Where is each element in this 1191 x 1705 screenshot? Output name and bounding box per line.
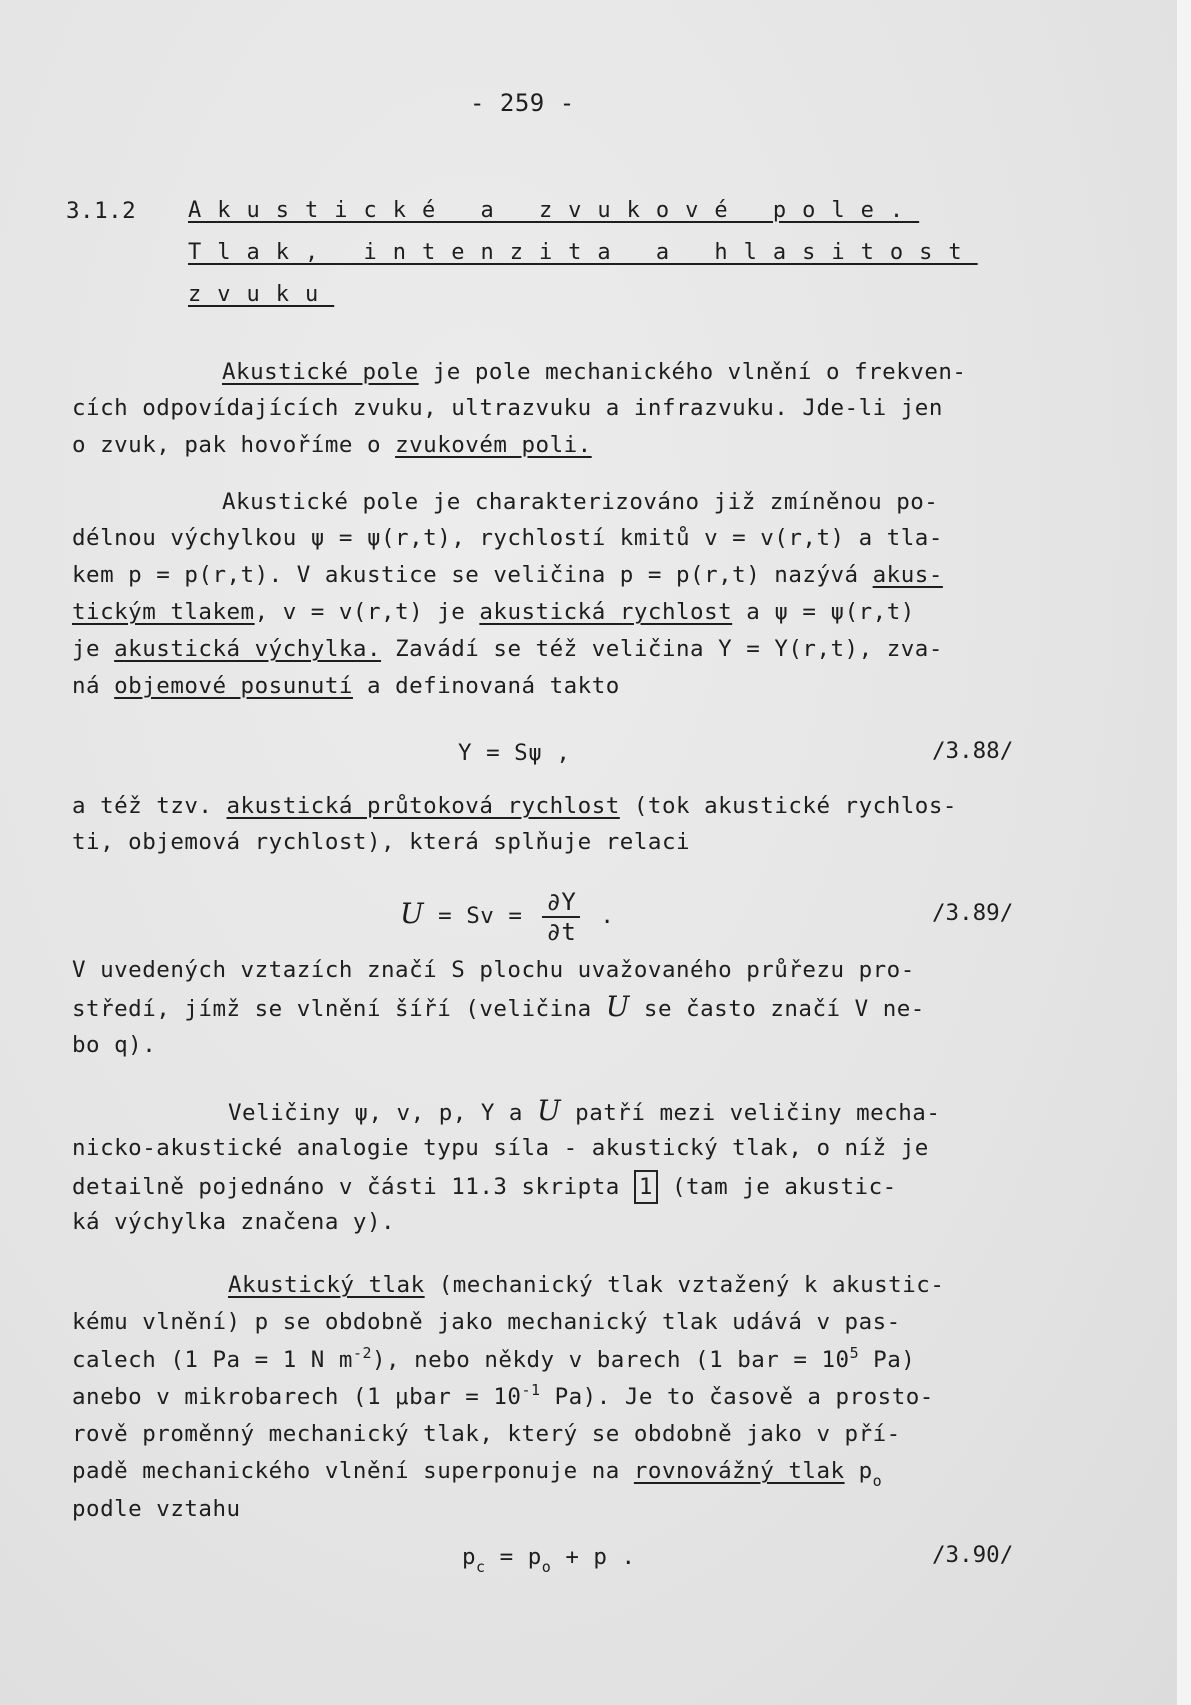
equation-3-90: $p_c = p_o + p$ . bbox=[462, 1544, 636, 1576]
equation-number: /3.88/ bbox=[932, 738, 1014, 764]
paragraph-line: rově proměnný mechanický tlak, který se obdobně jako v pří- bbox=[72, 1421, 901, 1447]
paragraph-line: a též tzv. akustická průtoková rychlost (tok akustické rychlos- bbox=[72, 793, 957, 819]
term-acoustic-pressure-def: Akustický tlak bbox=[228, 1272, 425, 1298]
paragraph-line: tickým tlakem, v = v(r,t) je akustická rychlost a ψ = ψ(r,t) bbox=[72, 599, 915, 625]
equation-number: /3.90/ bbox=[932, 1542, 1014, 1568]
paragraph-line: ná objemové posunutí a definovaná takto bbox=[72, 673, 620, 699]
term-acoustic-flow-velocity: akustická průtoková rychlost bbox=[226, 793, 620, 819]
symbol-u: U bbox=[537, 1094, 562, 1127]
paragraph-line: V uvedených vztazích značí S plochu uvažovaného průřezu pro- bbox=[72, 957, 915, 983]
paragraph-line: bo q). bbox=[72, 1032, 157, 1058]
paragraph-line: detailně pojednáno v části 11.3 skripta 1 (tam je akustic- bbox=[72, 1170, 897, 1204]
paragraph-line: kem p = p(r,t). V akustice se veličina p = p(r,t) nazývá akus- bbox=[72, 562, 943, 588]
term-equilibrium-pressure: rovnovážný tlak bbox=[633, 1458, 845, 1484]
paragraph-line: ti, objemová rychlost), která splňuje relaci bbox=[72, 829, 691, 855]
paragraph-line: Akustické pole je pole mechanického vlnění o frekven- bbox=[222, 359, 967, 385]
symbol-u: U bbox=[605, 990, 630, 1023]
term-acoustic-pressure-cont: tickým tlakem bbox=[72, 599, 255, 625]
term-acoustic-field: Akustické pole bbox=[222, 359, 419, 385]
equation-3-89: U = Sv = $\frac{\partial Y}{\partial t}$ . bbox=[400, 887, 615, 946]
paragraph-line: kému vlnění) p se obdobně jako mechanický tlak udává v pas- bbox=[72, 1309, 901, 1335]
reference-bracket: 1 bbox=[634, 1170, 658, 1204]
paragraph-line: Akustické pole je charakterizováno již zmíněnou po- bbox=[222, 489, 939, 515]
fraction: $\frac{\partial Y}{\partial t}$ bbox=[542, 888, 580, 946]
symbol-u: U bbox=[400, 897, 425, 930]
paragraph-line: Akustický tlak (mechanický tlak vztažený k akustic- bbox=[228, 1272, 945, 1298]
equation-number: /3.89/ bbox=[932, 900, 1014, 926]
paragraph-line: nicko-akustické analogie typu síla - akustický tlak, o níž je bbox=[72, 1135, 929, 1161]
section-title-line3: zvuku bbox=[188, 282, 335, 307]
term-acoustic-displacement: akustická výchylka. bbox=[114, 636, 382, 662]
term-acoustic-pressure: akus- bbox=[872, 562, 943, 588]
section-number: 3.1.2 bbox=[66, 198, 137, 224]
section-title-line1: Akustické a zvukové pole. bbox=[188, 198, 920, 223]
section-title-line2: Tlak, intenzita a hlasitost bbox=[188, 240, 978, 265]
paragraph-line: o zvuk, pak hovoříme o zvukovém poli. bbox=[72, 432, 592, 458]
term-sound-field: zvukovém poli. bbox=[395, 432, 592, 458]
paragraph-line: Veličiny ψ, v, p, Y a U patří mezi veličiny mecha- bbox=[228, 1094, 941, 1127]
term-acoustic-velocity: akustická rychlost bbox=[479, 599, 733, 625]
paragraph-line: padě mechanického vlnění superponuje na rovnovážný tlak $p_o$ bbox=[72, 1458, 883, 1490]
paragraph-line: cích odpovídajících zvuku, ultrazvuku a infrazvuku. Jde-li jen bbox=[72, 395, 943, 421]
paragraph-line: anebo v mikrobarech (1 $\mu bar = 10^{-1}$ Pa). Je to časově a prosto- bbox=[72, 1381, 934, 1410]
term-volume-displacement: objemové posunutí bbox=[114, 673, 353, 699]
paragraph-line: podle vztahu bbox=[72, 1496, 241, 1522]
paragraph-line: středí, jímž se vlnění šíří (veličina U se často značí V ne- bbox=[72, 990, 925, 1023]
paragraph-line: ká výchylka značena y). bbox=[72, 1209, 396, 1235]
paragraph-line: calech (1 Pa = 1 N $m^{-2}$), nebo někdy v barech (1 bar = $10^5$ Pa) bbox=[72, 1344, 916, 1373]
page-edge bbox=[1177, 0, 1191, 1705]
paragraph-line: je akustická výchylka. Zavádí se též veličina Y = Y(r,t), zva- bbox=[72, 636, 943, 662]
page-number: - 259 - bbox=[470, 89, 575, 117]
equation-3-88: Y = Sψ , bbox=[458, 740, 571, 766]
paragraph-line: délnou výchylkou ψ = ψ(r,t), rychlostí kmitů v = v(r,t) a tla- bbox=[72, 525, 943, 551]
